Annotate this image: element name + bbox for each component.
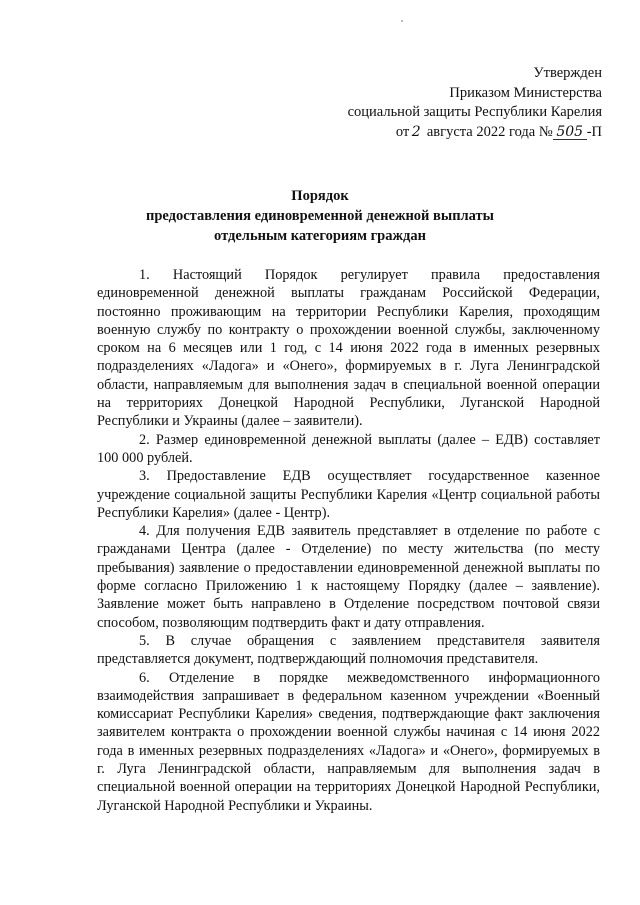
document-body [97, 266, 600, 815]
handwritten-order-number: 505 [553, 126, 587, 140]
date-text: августа 2022 года № [423, 123, 553, 140]
paragraph-6: 6. Отделение в порядке межведомственного информационного взаимодействия запрашивает в федеральном казенном учреждении «Военный комиссариат Республики Карелия» сведения, подтверждающие факт заключения заявителем контракта о прохождении военной службы начиная с 14 июня 2022 года в именных резервных подразделениях «Ладога» и «Онего», формируемых в г. Луга Ленинградской области, направляемым для выполнения задач в специальной военной операции на территориях Донецкой Народной Республики, Луганской Народной Республики и Украины. [97, 669, 600, 814]
paragraph-4: 4. Для получения ЕДВ заявитель представляет в отделение по работе с гражданами Центра (далее - Отделение) по месту жительства (по месту пребывания) заявление о предоставлении единовременной денежной выплаты по форме согласно Приложению 1 к настоящему Порядку (далее – заявление). Заявление может быть направлено в Отделение посредством почтовой связи способом, позволяющим подтвердить факт и дату отправления. [97, 523, 600, 631]
approval-block [348, 64, 602, 142]
title-line-1: Порядок [291, 188, 349, 204]
paragraph-1: 1. Настоящий Порядок регулирует правила предоставления единовременной денежной выплаты гражданам Российской Федерации, постоянно проживающим на территории Республики Карелия, проходящим военную службу по контракту о прохождении военной службы, заключенному сроком на 6 месяцев или 1 год, с 14 июня 2022 года в именных резервных подразделениях «Ладога» и «Онего», формируемых в г. Луга Ленинградской области, направляемым для выполнения задач в специальной военной операции на территориях Донецкой Народной Республики, Луганской Народной Республики и Украины (далее – заявители). [97, 267, 600, 430]
paragraph-5: 5. В случае обращения с заявлением представителя заявителя представляется документ, подтверждающий полномочия представителя. [97, 632, 600, 668]
approval-date-line [348, 123, 602, 143]
date-prefix: от [395, 123, 410, 140]
handwritten-day: 2 [411, 123, 421, 140]
order-number-suffix: -П [586, 123, 602, 140]
title-line-3: отдельным категориям граждан [214, 228, 426, 244]
paragraph-2: 2. Размер единовременной денежной выплаты (далее – ЕДВ) составляет 100 000 рублей. [97, 431, 600, 466]
approval-line-ministry: социальной защиты Республики Карелия [347, 104, 602, 120]
paragraph-3: 3. Предоставление ЕДВ осуществляет государственное казенное учреждение социальной защиты Республики Карелия «Центр социальной работы Республики Карелия» (далее - Центр). [97, 468, 600, 521]
approval-line-order: Приказом Министерства [449, 84, 602, 101]
scan-speck [401, 20, 403, 22]
approval-line-approved: Утвержден [533, 65, 602, 81]
document-title [0, 186, 640, 246]
title-line-2: предоставления единовременной денежной выплаты [146, 208, 494, 224]
